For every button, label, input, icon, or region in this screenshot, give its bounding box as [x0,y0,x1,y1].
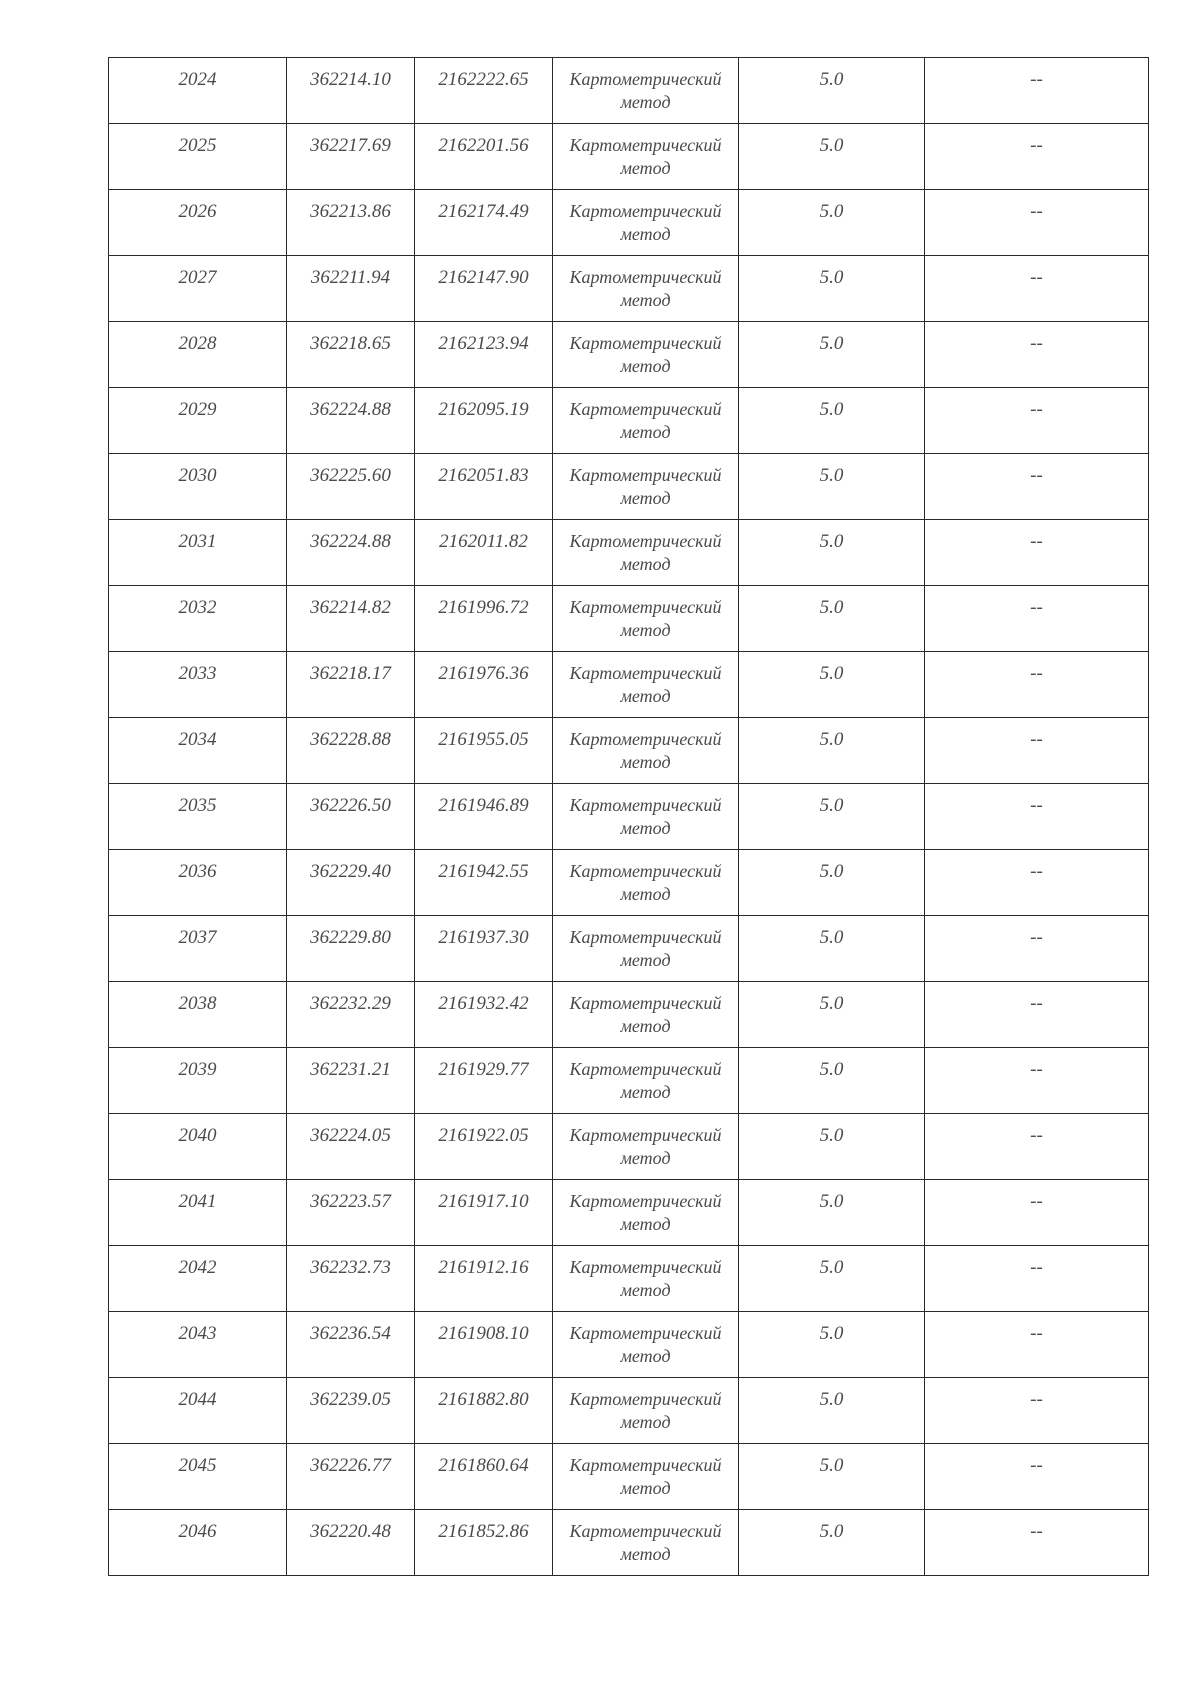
table-row [109,322,1149,388]
table-row [109,388,1149,454]
cell-note: -- [925,322,1149,388]
cell-y-coordinate: 2161937.30 [415,916,553,982]
cell-x-coordinate: 362218.17 [287,652,415,718]
table-row [109,190,1149,256]
table-row [109,982,1149,1048]
cell-accuracy: 5.0 [739,1378,925,1444]
table-row [109,58,1149,124]
table-row [109,1510,1149,1576]
cell-method: Картометрический метод [553,454,739,520]
cell-note: -- [925,1180,1149,1246]
table-row [109,784,1149,850]
cell-y-coordinate: 2161922.05 [415,1114,553,1180]
cell-y-coordinate: 2161932.42 [415,982,553,1048]
cell-note: -- [925,916,1149,982]
cell-accuracy: 5.0 [739,1444,925,1510]
cell-point-number: 2027 [109,256,287,322]
cell-note: -- [925,652,1149,718]
cell-x-coordinate: 362239.05 [287,1378,415,1444]
cell-x-coordinate: 362213.86 [287,190,415,256]
table-row [109,1180,1149,1246]
cell-accuracy: 5.0 [739,982,925,1048]
table-row [109,850,1149,916]
cell-y-coordinate: 2161929.77 [415,1048,553,1114]
cell-point-number: 2036 [109,850,287,916]
table-row [109,718,1149,784]
cell-method: Картометрический метод [553,1444,739,1510]
cell-point-number: 2030 [109,454,287,520]
cell-y-coordinate: 2161976.36 [415,652,553,718]
cell-x-coordinate: 362214.82 [287,586,415,652]
cell-accuracy: 5.0 [739,124,925,190]
cell-note: -- [925,454,1149,520]
cell-y-coordinate: 2162123.94 [415,322,553,388]
cell-point-number: 2043 [109,1312,287,1378]
cell-note: -- [925,586,1149,652]
cell-y-coordinate: 2162011.82 [415,520,553,586]
cell-method: Картометрический метод [553,1312,739,1378]
coordinates-table [108,57,1149,1576]
cell-y-coordinate: 2161946.89 [415,784,553,850]
cell-point-number: 2034 [109,718,287,784]
cell-point-number: 2040 [109,1114,287,1180]
table-row [109,1048,1149,1114]
cell-point-number: 2035 [109,784,287,850]
cell-y-coordinate: 2161908.10 [415,1312,553,1378]
cell-note: -- [925,1510,1149,1576]
cell-method: Картометрический метод [553,256,739,322]
cell-accuracy: 5.0 [739,1312,925,1378]
table-row [109,1246,1149,1312]
cell-y-coordinate: 2161912.16 [415,1246,553,1312]
cell-x-coordinate: 362229.80 [287,916,415,982]
cell-note: -- [925,1246,1149,1312]
cell-y-coordinate: 2161852.86 [415,1510,553,1576]
cell-note: -- [925,256,1149,322]
cell-x-coordinate: 362220.48 [287,1510,415,1576]
cell-point-number: 2042 [109,1246,287,1312]
cell-method: Картометрический метод [553,124,739,190]
cell-point-number: 2026 [109,190,287,256]
cell-x-coordinate: 362224.05 [287,1114,415,1180]
cell-note: -- [925,124,1149,190]
table-row [109,454,1149,520]
cell-accuracy: 5.0 [739,718,925,784]
cell-point-number: 2037 [109,916,287,982]
cell-x-coordinate: 362231.21 [287,1048,415,1114]
cell-method: Картометрический метод [553,1510,739,1576]
cell-method: Картометрический метод [553,784,739,850]
cell-y-coordinate: 2162174.49 [415,190,553,256]
cell-x-coordinate: 362226.77 [287,1444,415,1510]
cell-point-number: 2032 [109,586,287,652]
cell-point-number: 2028 [109,322,287,388]
cell-accuracy: 5.0 [739,1114,925,1180]
cell-accuracy: 5.0 [739,586,925,652]
cell-point-number: 2041 [109,1180,287,1246]
cell-point-number: 2031 [109,520,287,586]
table-row [109,1444,1149,1510]
cell-note: -- [925,190,1149,256]
cell-x-coordinate: 362224.88 [287,388,415,454]
cell-y-coordinate: 2161917.10 [415,1180,553,1246]
cell-y-coordinate: 2162147.90 [415,256,553,322]
cell-x-coordinate: 362236.54 [287,1312,415,1378]
cell-y-coordinate: 2162222.65 [415,58,553,124]
table-row [109,256,1149,322]
cell-method: Картометрический метод [553,850,739,916]
cell-y-coordinate: 2162201.56 [415,124,553,190]
cell-x-coordinate: 362217.69 [287,124,415,190]
cell-accuracy: 5.0 [739,322,925,388]
cell-method: Картометрический метод [553,520,739,586]
cell-note: -- [925,1378,1149,1444]
cell-note: -- [925,784,1149,850]
cell-method: Картометрический метод [553,586,739,652]
cell-accuracy: 5.0 [739,784,925,850]
cell-note: -- [925,718,1149,784]
cell-x-coordinate: 362226.50 [287,784,415,850]
cell-note: -- [925,520,1149,586]
cell-x-coordinate: 362228.88 [287,718,415,784]
cell-accuracy: 5.0 [739,520,925,586]
cell-x-coordinate: 362229.40 [287,850,415,916]
cell-note: -- [925,1444,1149,1510]
table-row [109,916,1149,982]
cell-method: Картометрический метод [553,58,739,124]
cell-note: -- [925,982,1149,1048]
cell-method: Картометрический метод [553,652,739,718]
cell-note: -- [925,1312,1149,1378]
cell-method: Картометрический метод [553,1114,739,1180]
table-row [109,1312,1149,1378]
cell-x-coordinate: 362225.60 [287,454,415,520]
cell-x-coordinate: 362232.73 [287,1246,415,1312]
cell-note: -- [925,1114,1149,1180]
cell-note: -- [925,850,1149,916]
cell-accuracy: 5.0 [739,1048,925,1114]
cell-point-number: 2025 [109,124,287,190]
cell-note: -- [925,388,1149,454]
table-row [109,124,1149,190]
cell-method: Картометрический метод [553,718,739,784]
table-row [109,652,1149,718]
cell-y-coordinate: 2161955.05 [415,718,553,784]
cell-y-coordinate: 2161860.64 [415,1444,553,1510]
cell-x-coordinate: 362218.65 [287,322,415,388]
cell-method: Картометрический метод [553,388,739,454]
cell-method: Картометрический метод [553,190,739,256]
cell-y-coordinate: 2161882.80 [415,1378,553,1444]
cell-method: Картометрический метод [553,982,739,1048]
cell-accuracy: 5.0 [739,850,925,916]
cell-method: Картометрический метод [553,1246,739,1312]
cell-x-coordinate: 362211.94 [287,256,415,322]
cell-x-coordinate: 362214.10 [287,58,415,124]
cell-point-number: 2024 [109,58,287,124]
cell-point-number: 2033 [109,652,287,718]
cell-note: -- [925,1048,1149,1114]
cell-accuracy: 5.0 [739,1246,925,1312]
table-body [109,58,1149,1576]
cell-note: -- [925,58,1149,124]
cell-point-number: 2038 [109,982,287,1048]
cell-x-coordinate: 362223.57 [287,1180,415,1246]
cell-point-number: 2039 [109,1048,287,1114]
cell-method: Картометрический метод [553,1180,739,1246]
cell-x-coordinate: 362224.88 [287,520,415,586]
cell-method: Картометрический метод [553,1378,739,1444]
table-row [109,1114,1149,1180]
cell-method: Картометрический метод [553,322,739,388]
cell-accuracy: 5.0 [739,58,925,124]
cell-method: Картометрический метод [553,916,739,982]
cell-accuracy: 5.0 [739,652,925,718]
cell-x-coordinate: 362232.29 [287,982,415,1048]
cell-point-number: 2029 [109,388,287,454]
cell-point-number: 2046 [109,1510,287,1576]
table-row [109,586,1149,652]
cell-accuracy: 5.0 [739,256,925,322]
cell-accuracy: 5.0 [739,1180,925,1246]
table-row [109,520,1149,586]
cell-y-coordinate: 2161996.72 [415,586,553,652]
cell-point-number: 2045 [109,1444,287,1510]
table-row [109,1378,1149,1444]
cell-y-coordinate: 2162095.19 [415,388,553,454]
cell-accuracy: 5.0 [739,1510,925,1576]
cell-accuracy: 5.0 [739,190,925,256]
cell-accuracy: 5.0 [739,388,925,454]
cell-point-number: 2044 [109,1378,287,1444]
cell-accuracy: 5.0 [739,916,925,982]
cell-y-coordinate: 2161942.55 [415,850,553,916]
cell-accuracy: 5.0 [739,454,925,520]
cell-y-coordinate: 2162051.83 [415,454,553,520]
cell-method: Картометрический метод [553,1048,739,1114]
